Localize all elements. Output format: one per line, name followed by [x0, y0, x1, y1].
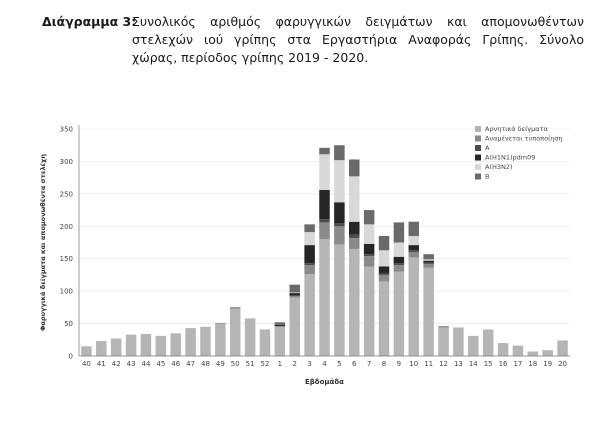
x-tick-label: 17 [513, 360, 523, 368]
bar-segment [275, 326, 286, 327]
bar-segment [200, 327, 211, 356]
x-tick-label: 18 [528, 360, 538, 368]
y-tick-label: 300 [59, 157, 73, 166]
x-tick-label: 11 [424, 360, 434, 368]
legend-swatch [475, 164, 481, 170]
bar-segment [289, 285, 300, 293]
bar-segment [319, 154, 330, 190]
bar-segment [304, 263, 315, 265]
bar-segment [423, 259, 434, 260]
bar-segment [289, 293, 300, 296]
bar-segment [542, 350, 553, 356]
bar-segment [319, 222, 330, 239]
bar-segment [438, 327, 449, 328]
bar-segment [364, 256, 375, 266]
bar-segment [423, 264, 434, 268]
x-axis-label: Εβδομάδα [305, 378, 344, 386]
bar-segment [394, 222, 405, 242]
x-tick-label: 5 [337, 360, 342, 368]
bar-segment [498, 343, 509, 356]
bar-segment [364, 254, 375, 256]
bar-segment [349, 238, 360, 249]
caption-text: Συνολικός αριθμός φαρυγγικών δειγμάτων και απομονωθέντων στελεχών ιού γρίπης στα Εργαστήρια Αναφοράς Γρίπης. Σύνολο χώρας, περίοδος γρίπης 2019 - 2020. [132, 14, 584, 65]
chart-legend [475, 125, 563, 181]
bar-segment [96, 341, 107, 356]
legend-label: B [485, 172, 490, 181]
bar-segment [364, 244, 375, 254]
bar-segment [304, 245, 315, 263]
bar-segment [334, 226, 345, 244]
bar-segment [141, 334, 152, 356]
bar-segment [483, 329, 494, 356]
x-tick-label: 41 [96, 360, 106, 368]
bar-segment [409, 245, 420, 250]
bar-segment [409, 257, 420, 356]
legend-swatch [475, 136, 481, 142]
bar-segment [215, 324, 226, 356]
bar-segment [409, 236, 420, 245]
x-tick-label: 16 [498, 360, 508, 368]
legend-swatch [475, 174, 481, 180]
bar-segment [289, 292, 300, 293]
x-tick-label: 44 [141, 360, 151, 368]
x-tick-label: 19 [543, 360, 553, 368]
legend-label: Αναμένεται τυποποίηση [485, 134, 563, 143]
bar-segment [468, 336, 479, 356]
bar-segment [334, 244, 345, 356]
bar-segment [557, 340, 568, 356]
y-axis-label: Φαρυγγικά δείγματα και απομονωθέντα στελέχη [39, 154, 47, 331]
bar-segment [394, 263, 405, 265]
x-tick-label: 52 [260, 360, 270, 368]
bar-segment [438, 326, 449, 327]
legend-swatch [475, 126, 481, 132]
bar-segment [245, 318, 256, 356]
bar-segment [438, 327, 449, 356]
bar-segment [304, 265, 315, 274]
bar-segment [409, 250, 420, 252]
x-tick-label: 51 [245, 360, 255, 368]
x-tick-label: 49 [215, 360, 225, 368]
bar-segment [334, 223, 345, 226]
bar-segment [126, 335, 137, 356]
bar-segment [334, 202, 345, 223]
x-tick-label: 10 [409, 360, 419, 368]
y-tick-label: 250 [59, 190, 73, 199]
bar-segment [349, 176, 360, 221]
bar-segment [349, 235, 360, 238]
bar-segment [453, 327, 464, 356]
bar-segment [513, 346, 524, 356]
bar-segment [215, 323, 226, 324]
bar-segment [394, 265, 405, 271]
x-tick-label: 46 [171, 360, 181, 368]
bar-segment [230, 309, 241, 356]
bar-segment [275, 325, 286, 326]
bar-segment [349, 222, 360, 235]
bar-segment [289, 296, 300, 298]
legend-label: Αρνητικά δείγματα [485, 125, 548, 133]
bar-segment [260, 329, 271, 356]
bar-segment [349, 249, 360, 356]
legend-label: A(H3N2) [485, 163, 513, 171]
bar-segment [304, 232, 315, 245]
x-tick-label: 48 [201, 360, 210, 368]
bar-segment [334, 160, 345, 202]
x-tick-label: 20 [558, 360, 568, 368]
bar-segment [423, 254, 434, 259]
bar-segment [423, 268, 434, 356]
bar-segment [319, 190, 330, 219]
bar-segment [275, 327, 286, 356]
bar-segment [364, 266, 375, 356]
x-tick-label: 15 [483, 360, 493, 368]
y-tick-label: 150 [59, 255, 73, 264]
y-tick-label: 100 [59, 287, 73, 296]
x-tick-label: 45 [156, 360, 166, 368]
x-tick-label: 8 [381, 360, 387, 368]
bar-segment [230, 307, 241, 308]
x-tick-label: 12 [439, 360, 448, 368]
bar-segment [423, 263, 434, 264]
legend-label: A(H1N1)pdm09 [485, 153, 536, 162]
bar-segment [230, 308, 241, 309]
x-tick-label: 2 [292, 360, 297, 368]
y-tick-label: 200 [59, 222, 73, 231]
bar-segment [185, 328, 196, 356]
bar-segment [349, 159, 360, 176]
y-tick-label: 350 [59, 125, 73, 134]
bar-segment [81, 346, 92, 356]
bar-segment [379, 273, 390, 275]
x-tick-label: 43 [126, 360, 136, 368]
bar-segment [319, 219, 330, 222]
bar-segment [170, 333, 181, 356]
bar-segment [304, 224, 315, 232]
bar-segment [379, 266, 390, 272]
bar-segment [423, 261, 434, 263]
x-tick-label: 9 [396, 360, 402, 368]
bars [81, 145, 568, 356]
y-tick-label: 0 [68, 352, 73, 361]
legend-swatch [475, 155, 481, 161]
bar-segment [304, 274, 315, 356]
bar-segment [409, 252, 420, 257]
bar-segment [334, 145, 345, 160]
bar-segment [379, 281, 390, 356]
x-tick-label: 13 [453, 360, 463, 368]
bar-segment [319, 148, 330, 154]
y-tick-label: 50 [64, 320, 73, 329]
bar-segment [528, 351, 539, 356]
bar-segment [156, 336, 167, 356]
x-tick-label: 7 [366, 360, 372, 368]
caption-label: Διάγραμμα 3: [42, 14, 137, 29]
bar-segment [379, 275, 390, 281]
x-tick-label: 3 [307, 360, 312, 368]
bar-segment [319, 239, 330, 356]
x-tick-label: 50 [230, 360, 240, 368]
x-tick-label: 42 [111, 360, 121, 368]
bar-segment [394, 243, 405, 257]
bar-segment [364, 210, 375, 224]
bar-segment [364, 224, 375, 243]
bar-segment [289, 298, 300, 356]
y-axis-ticks [60, 126, 73, 361]
x-tick-label: 1 [277, 360, 283, 368]
bar-segment [409, 222, 420, 236]
x-tick-label: 40 [81, 360, 91, 368]
bar-segment [379, 236, 390, 250]
legend-label: A [485, 144, 490, 152]
x-tick-label: 4 [322, 360, 327, 368]
bar-segment [394, 257, 405, 263]
x-tick-label: 6 [352, 360, 357, 368]
legend-swatch [475, 145, 481, 151]
bar-segment [111, 338, 122, 356]
bar-segment [379, 250, 390, 266]
bar-segment [394, 272, 405, 356]
bar-segment [275, 322, 286, 325]
x-tick-label: 14 [468, 360, 478, 368]
x-axis-ticks [82, 360, 567, 368]
x-tick-label: 47 [186, 360, 196, 368]
